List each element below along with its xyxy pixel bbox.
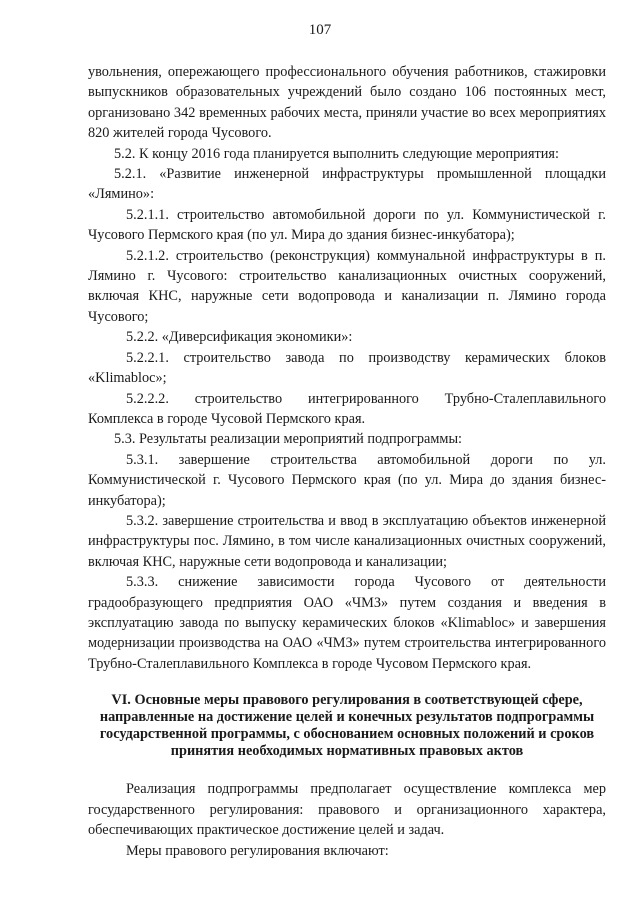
page-content [88,62,606,861]
paragraph-p05: 5.2.1.2. строительство (реконструкция) коммунальной инфраструктуры в п. Лямино г. Чусового: строительство канализационных очистных сооружений, включая КНС, наружные сети водопровода и канализации п. Лямино города Чусового; [88,247,606,325]
section-heading: VI. Основные меры правового регулирования в соответствующей сфере, направленные на достижение целей и конечных результатов подпрограммы государственной программы, с обоснованием основных положений и сроков принятия необходимых нормативных правовых актов [99,692,595,759]
paragraph-p06: 5.2.2. «Диверсификация экономики»: [126,329,353,346]
paragraph-p11: 5.3.2. завершение строительства и ввод в эксплуатацию объектов инженерной инфраструктуры пос. Лямино, в том числе канализационных очистных сооружений, включая КНС, наружные сети водопровода и канализации; [88,512,606,570]
paragraph-p04: 5.2.1.1. строительство автомобильной дороги по ул. Коммунистической г. Чусового Пермского края (по ул. Мира до здания бизнес-инкубатора); [88,206,606,244]
paragraph-p01: увольнения, опережающего профессионального обучения работников, стажировки выпускников образовательных учреждений было создано 106 постоянных мест, организовано 342 временных рабочих места, приняли участие во всех мероприятиях 820 жителей города Чусового. [88,64,606,142]
paragraph-p03: 5.2.1. «Развитие инженерной инфраструктуры промышленной площадки «Лямино»: [88,166,606,203]
paragraph-p09: 5.3. Результаты реализации мероприятий подпрограммы: [114,431,463,448]
paragraph-p07: 5.2.2.1. строительство завода по производству керамических блоков «Klimabloc»; [88,349,606,387]
paragraph-p10: 5.3.1. завершение строительства автомобильной дороги по ул. Коммунистической г. Чусового Пермского края (по ул. Мира до здания бизнес-инкубатора); [88,451,606,509]
paragraph-p13: Реализация подпрограммы предполагает осуществление комплекса мер государственного регулирования: правового и организационного характера, обеспечивающих практическое достижение целей и задач. [88,781,606,839]
page-number: 107 [308,22,332,38]
paragraph-group-top [88,62,606,674]
paragraph-p14: Меры правового регулирования включают: [126,842,389,859]
paragraph-group-bottom [88,779,606,861]
paragraph-p08: 5.2.2.2. строительство интегрированного Трубно-Сталеплавильного Комплекса в городе Чусовой Пермского края. [88,390,606,427]
paragraph-p12: 5.3.3. снижение зависимости города Чусового от деятельности градообразующего предприятия ОАО «ЧМЗ» путем создания и введения в эксплуатацию завода по выпуску керамических блоков «Klimabloc» и завершения модернизации производства на ОАО «ЧМЗ» путем строительства интегрированного Трубно-Сталеплавильного Комплекса в городе Чусовом Пермского края. [88,574,606,672]
paragraph-p02: 5.2. К концу 2016 года планируется выполнить следующие мероприятия: [114,145,559,162]
